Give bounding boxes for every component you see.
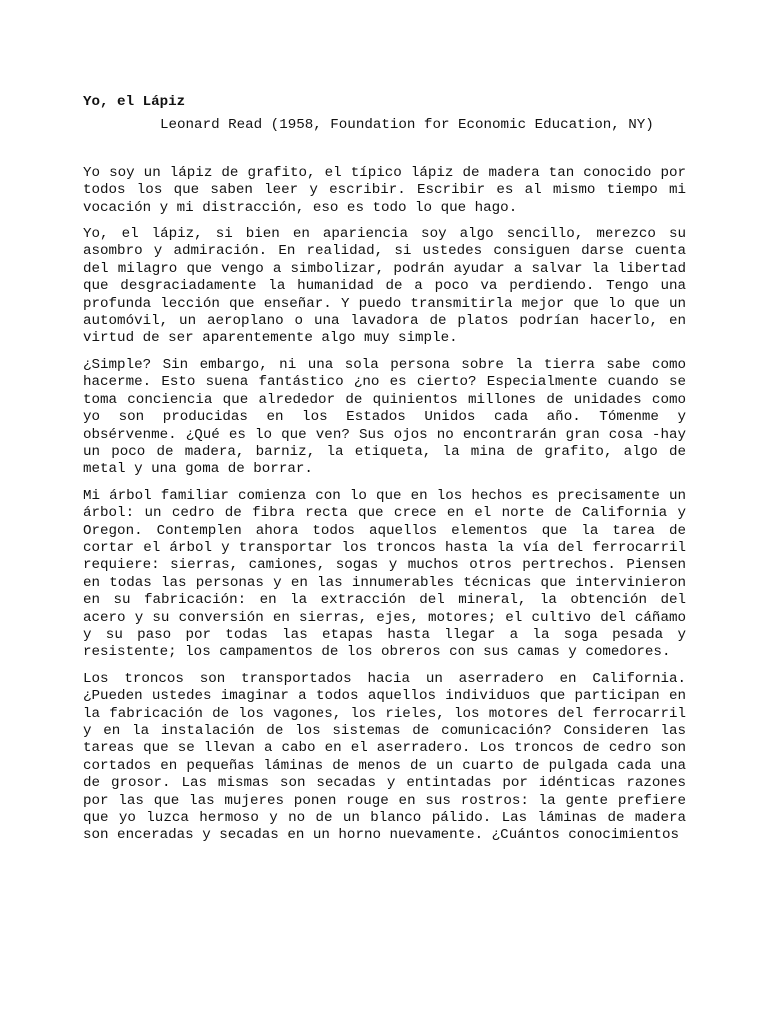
paragraph-3: ¿Simple? Sin embargo, ni una sola persona sobre la tierra sabe como hacerme. Esto suena fantástico ¿no es cierto? Especialmente cuando se toma conciencia que alrededor de quinientos millones de unidades como yo son producidas en los Estados Unidos cada año. Tómenme y obsérvenme. ¿Qué es lo que ven? Sus ojos no encontrarán gran cosa -hay un poco de madera, barniz, la etiqueta, la mina de grafito, algo de metal y una goma de borrar. [83,356,686,478]
document-author-line: Leonard Read (1958, Foundation for Economic Education, NY) [160,117,654,134]
paragraph-2: Yo, el lápiz, si bien en apariencia soy algo sencillo, merezco su asombro y admiración. En realidad, si ustedes consiguen darse cuenta del milagro que vengo a simbolizar, podrán ayudar a salvar la libertad que desgraciadamente la humanidad de a poco va perdiendo. Tengo una profunda lección que enseñar. Y puedo transmitirla mejor que lo que un automóvil, un aeroplano o una lavadora de platos podrían hacerlo, en virtud de ser aparentemente algo muy simple. [83,226,686,347]
document-title: Yo, el Lápiz [83,94,186,110]
paragraph-1: Yo soy un lápiz de grafito, el típico lápiz de madera tan conocido por todos los que saben leer y escribir. Escribir es al mismo tiempo mi vocación y mi distracción, eso es todo lo que hago. [83,164,686,216]
paragraph-5: Los troncos son transportados hacia un aserradero en California. ¿Pueden ustedes imaginar a todos aquellos individuos que participan en la fabricación de los vagones, los rieles, los motores del ferrocarril y en la instalación de los sistemas de comunicación? Consideren las tareas que se llevan a cabo en el aserradero. Los troncos de cedro son cortados en pequeñas láminas de menos de un cuarto de pulgada cada una de grosor. Las mismas son secadas y entintadas por idénticas razones por las que las mujeres ponen rouge en sus rostros: la gente prefiere que yo luzca hermoso y no de un blanco pálido. Las láminas de madera son enceradas y secadas en un horno nuevamente. ¿Cuántos conocimientos [83,670,686,844]
document-page [83,94,686,854]
paragraph-4: Mi árbol familiar comienza con lo que en los hechos es precisamente un árbol: un cedro de fibra recta que crece en el norte de California y Oregon. Contemplen ahora todos aquellos elementos que la tarea de cortar el árbol y transportar los troncos hasta la vía del ferrocarril requiere: sierras, camiones, sogas y muchos otros pertrechos. Piensen en todas las personas y en las innumerables técnicas que intervinieron en su fabricación: en la extracción del mineral, la obtención del acero y su conversión en sierras, ejes, motores; el cultivo del cáñamo y su paso por todas las etapas hasta llegar a la soga pesada y resistente; los campamentos de los obreros con sus camas y comedores. [83,487,686,661]
